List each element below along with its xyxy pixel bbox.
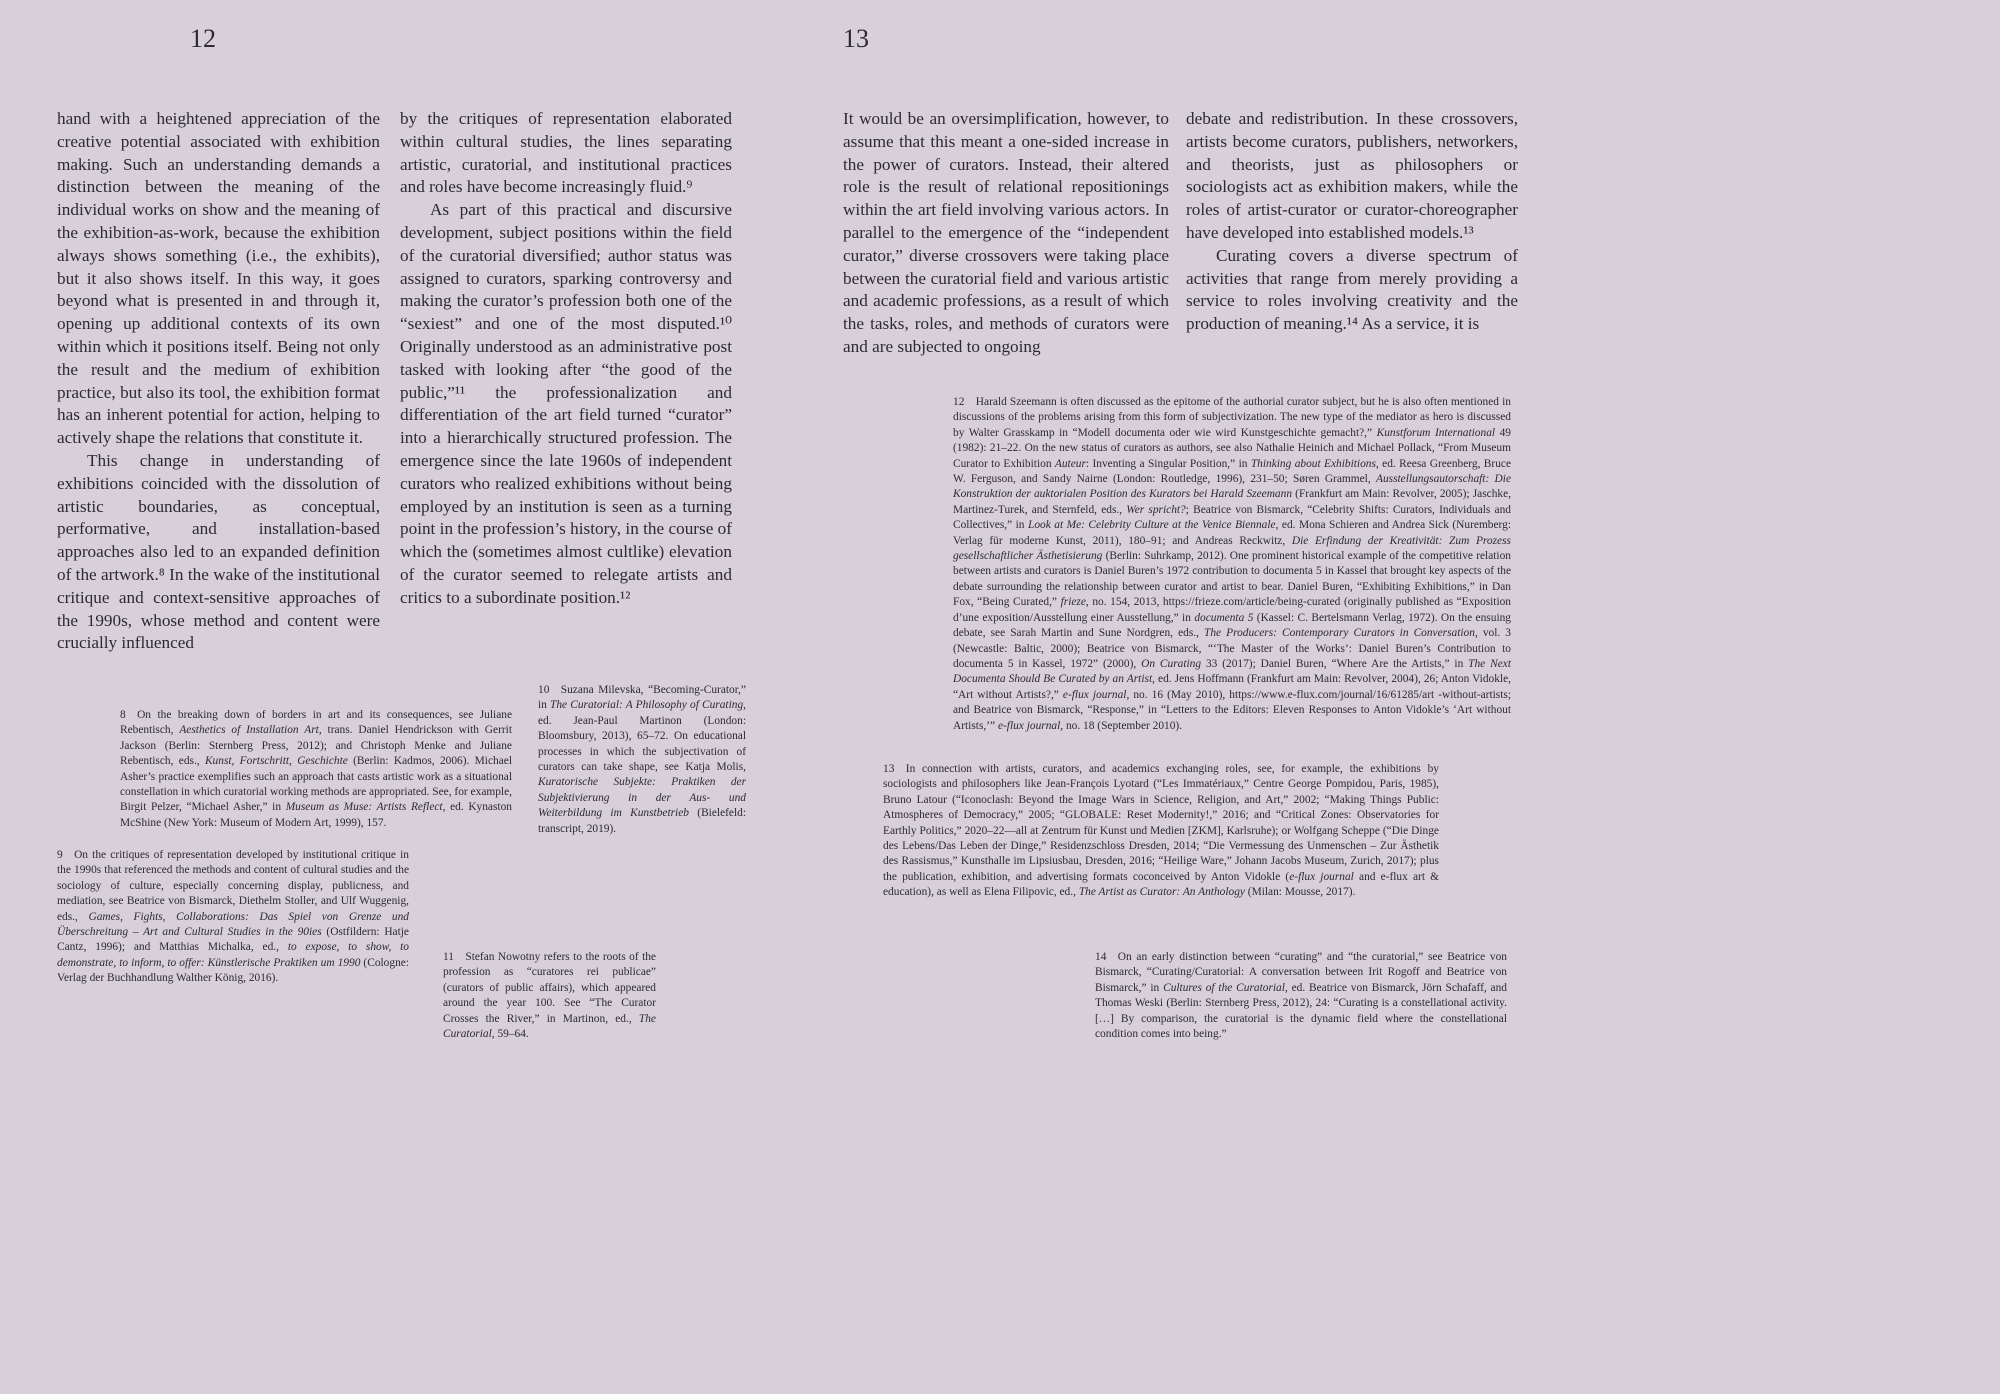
body-paragraph: As part of this practical and discursive development, subject positions within the field of the curatorial diversified; author status was assigned to curators, sparking controversy and making the curator’s profession both one of the “sexiest” and one of the most disputed.¹⁰ Originally understood as an administrative post tasked with looking after “the good of the public,”¹¹ the professionalization and differentiation of the art field turned “curator” into a hierarchically structured profession. The emergence since the late 1960s of independent curators who realized exhibitions without being employed by an institution is seen as a turning point in the profession’s history, in the course of which the (sometimes almost cultlike) elevation of the curator seemed to relegate artists and critics to a subordinate position.¹² bbox=[400, 200, 732, 607]
body-paragraph: debate and redistribution. In these crossovers, artists become curators, publishers, networkers, and theorists, just as philosophers or sociologists act as exhibition makers, while the roles of artist-curator or curator-choreographer have developed into established models.¹³ bbox=[1186, 109, 1518, 242]
body-paragraph: This change in understanding of exhibitions coincided with the dissolution of artistic boundaries, as conceptual, performative, and installation-based approaches also led to an expanded definition of the artwork.⁸ In the wake of the institutional critique and context-sensitive approaches of the 1990s, whose method and content were crucially influenced bbox=[57, 450, 380, 653]
footnote-text: 9 On the critiques of representation developed by institutional critique in the 1990s that referenced the methods and content of cultural studies and the sociology of culture, especially concerning display, publicness, and mediation, see Beatrice von Bismarck, Diethelm Stoller, and Ulf Wuggenig, eds., Games, Fights, Collaborations: Das Spiel von Grenze und Überschreitung – Art and Cultural Studies in the 90ies (Ostfildern: Hatje Cantz, 1996); and Matthias Michalka, ed., to expose, to show, to demonstrate, to inform, to offer: Künstlerische Praktiken um 1990 (Cologne: Verlag der Buchhandlung Walther König, 2016). bbox=[57, 849, 410, 985]
footnote-9 bbox=[57, 848, 409, 987]
footnote-10 bbox=[538, 683, 746, 837]
body-paragraph: Curating covers a diverse spectrum of activities that range from merely providing a service to roles involving creativity and the production of meaning.¹⁴ As a service, it is bbox=[1186, 245, 1518, 334]
footnote-text: 13 In connection with artists, curators, and academics exchanging roles, see, for example, the exhibitions by sociologists and philosophers like Jean-François Lyotard (“Les Immatériaux,” Centre George Pompidou, Paris, 1985), Bruno Latour (“Iconoclash: Beyond the Image Wars in Science, Religion, and Art,” 2002; “Making Things Public: Atmospheres of Democracy,” 2005; “GLOBALE: Reset Modernity!,” 2016; and “Critical Zones: Observatories for Earthly Politics,” 2020–22—all at Zentrum für Kunst und Medien [ZKM], Karlsruhe); or Wolfgang Scheppe (“Die Dinge des Lebens/Das Leben der Dinge,” Residenzschloss Dresden, 2014; “Die Vermessung des Unmenschen – Zur Ästhetik des Rassismus,” Kunsthalle im Lipsiusbau, Dresden, 2016; “Heilige Ware,” Johann Jacobs Museum, Zurich, 2017); plus the publication, exhibition, and advertising formats coconceived by Anton Vidokle (e-flux journal and e-flux art & education), as well as Elena Filipovic, ed., The Artist as Curator: An Anthology (Milan: Mousse, 2017). bbox=[883, 763, 1439, 899]
footnote-13 bbox=[883, 762, 1439, 901]
body-paragraph: hand with a heightened appreciation of the creative potential associated with exhibition making. Such an understanding demands a distinction between the meaning of the individual works on show and the meaning of the exhibition-as-work, because the exhibition always shows something (i.e., the exhibits), but it also shows itself. In this way, it goes beyond what is presented in and through it, opening up additional contexts of its own within which it positions itself. Being not only the result and the medium of exhibition practice, but also its tool, the exhibition format has an inherent potential for action, helping to actively shape the relations that constitute it. bbox=[57, 109, 380, 448]
footnote-text: 14 On an early distinction between “curating” and “the curatorial,” see Beatrice von Bismarck, “Curating/Curatorial: A conversation between Irit Rogoff and Beatrice von Bismarck,” in Cultures of the Curatorial, ed. Beatrice von Bismarck, Jörn Schafaff, and Thomas Weski (Berlin: Sternberg Press, 2012), 24: “Curating is a constellational activity. […] By comparison, the curatorial is the dynamic field where the constellational condition comes into being.” bbox=[1095, 951, 1507, 1041]
footnote-text: 10 Suzana Milevska, “Becoming-Curator,” in The Curatorial: A Philosophy of Curating, ed. Jean-Paul Martinon (London: Bloomsbury, 2013), 65–72. On educational processes in which the subjectivation of curators can take shape, see Katja Molis, Kuratorische Subjekte: Praktiken der Subjektivierung in der Aus- und Weiterbildung im Kunstbetrieb (Bielefeld: transcript, 2019). bbox=[538, 684, 747, 835]
page12-column-2 bbox=[400, 108, 732, 610]
body-paragraph: It would be an oversimplification, however, to assume that this meant a one-sided increase in the power of curators. Instead, their altered role is the result of relational repositionings within the art field involving various actors. In parallel to the emergence of the “independent curator,” diverse crossovers were taking place between the curatorial field and various artistic and academic professions, as a result of which the tasks, roles, and methods of curators were and are subjected to ongoing bbox=[843, 109, 1169, 356]
footnote-text: 12 Harald Szeemann is often discussed as the epitome of the authorial curator subject, but he is also often mentioned in discussions of the problems arising from this form of subjectivization. The new type of the mediator as hero is discussed by Walter Grasskamp in “Modell documenta oder wie wird Kunstgeschichte gemacht?,” Kunstforum International 49 (1982): 21–22. On the new status of curators as authors, see also Nathalie Heinich and Michael Pollack, “From Museum Curator to Exhibition Auteur: Inventing a Singular Position,” in Thinking about Exhibitions, ed. Reesa Greenberg, Bruce W. Ferguson, and Sandy Nairne (London: Routledge, 1996), 231–50; Søren Grammel, Ausstellungsautorschaft: Die Konstruktion der auktorialen Position des Kurators bei Harald Szeemann (Frankfurt am Main: Revolver, 2005); Jaschke, Martinez-Turek, and Sternfeld, eds., Wer spricht?; Beatrice von Bismarck, “Celebrity Shifts: Curators, Individuals and Collectives,” in Look at Me: Celebrity Culture at the Venice Biennale, ed. Mona Schieren and Andrea Sick (Nuremberg: Verlag für moderne Kunst, 2011), 180–91; and Andreas Reckwitz, Die Erfindung der Kreativität: Zum Prozess gesellschaftlicher Ästhetisierung (Berlin: Suhrkamp, 2012). One prominent historical example of the competitive relation between artists and curators is Daniel Buren’s 1972 contribution to documenta 5 in Kassel that brought key aspects of the debate surrounding the relationship between curator and artist to bear. Daniel Buren, “Exhibiting Exhibitions,” in Dan Fox, “Being Curated,” frieze, no. 154, 2013, https://frieze.com/article/being-curated (originally published as “Exposition d’une exposition/Ausstellung einer Ausstellung,” in documenta 5 (Kassel: C. Bertelsmann Verlag, 1972). On the ensuing debate, see Sarah Martin and Sune Nordgren, eds., The Producers: Contemporary Curators in Conversation, vol. 3 (Newcastle: Baltic, 2000); Beatrice von Bismarck, “‘The Master of the Works’: Daniel Buren’s Contribution to documenta 5 in Kassel, 1972” (2000), On Curating 33 (2017); Daniel Buren, “Where Are the Artists,” in The Next Documenta Should Be Curated by an Artist, ed. Jens Hoffmann (Frankfurt am Main: Revolver, 2004), 26; Anton Vidokle, “Art without Artists?,” e-flux journal, no. 16 (May 2010), https://www.e-flux.com/journal/16/61285/art -without-artists; and Beatrice von Bismarck, “Response,” in “Letters to the Editors: Eleven Responses to Anton Vidokle’s ‘Art without Artists,’” e-flux journal, no. 18 (September 2010). bbox=[953, 396, 1512, 732]
footnote-12 bbox=[953, 395, 1511, 734]
page12-column-1 bbox=[57, 108, 380, 655]
page13-column-2 bbox=[1186, 108, 1518, 336]
page-number-right: 13 bbox=[843, 24, 869, 53]
footnote-text: 8 On the breaking down of borders in art and its consequences, see Juliane Rebentisch, Aesthetics of Installation Art, trans. Daniel Hendrickson with Gerrit Jackson (Berlin: Sternberg Press, 2012); and Christoph Menke and Juliane Rebentisch, eds., Kunst, Fortschritt, Geschichte (Berlin: Kadmos, 2006). Michael Asher’s practice exemplifies such an approach that casts artistic work as a situational constellation in which curatorial working methods are appropriated. See, for example, Birgit Pelzer, “Michael Asher,” in Museum as Muse: Artists Reflect, ed. Kynaston McShine (New York: Museum of Modern Art, 1999), 157. bbox=[120, 709, 512, 829]
page-number-left: 12 bbox=[190, 24, 216, 53]
page13-column-1 bbox=[843, 108, 1169, 359]
footnote-14 bbox=[1095, 950, 1507, 1042]
footnote-text: 11 Stefan Nowotny refers to the roots of the profession as “curatores rei publicae” (curators of public affairs), which appeared around the year 100. See “The Curator Crosses the River,” in Martinon, ed., The Curatorial, 59–64. bbox=[443, 951, 656, 1041]
footnote-8 bbox=[120, 708, 512, 831]
body-paragraph: by the critiques of representation elaborated within cultural studies, the lines separating artistic, curatorial, and institutional practices and roles have become increasingly fluid.⁹ bbox=[400, 109, 732, 197]
footnote-11 bbox=[443, 950, 656, 1042]
